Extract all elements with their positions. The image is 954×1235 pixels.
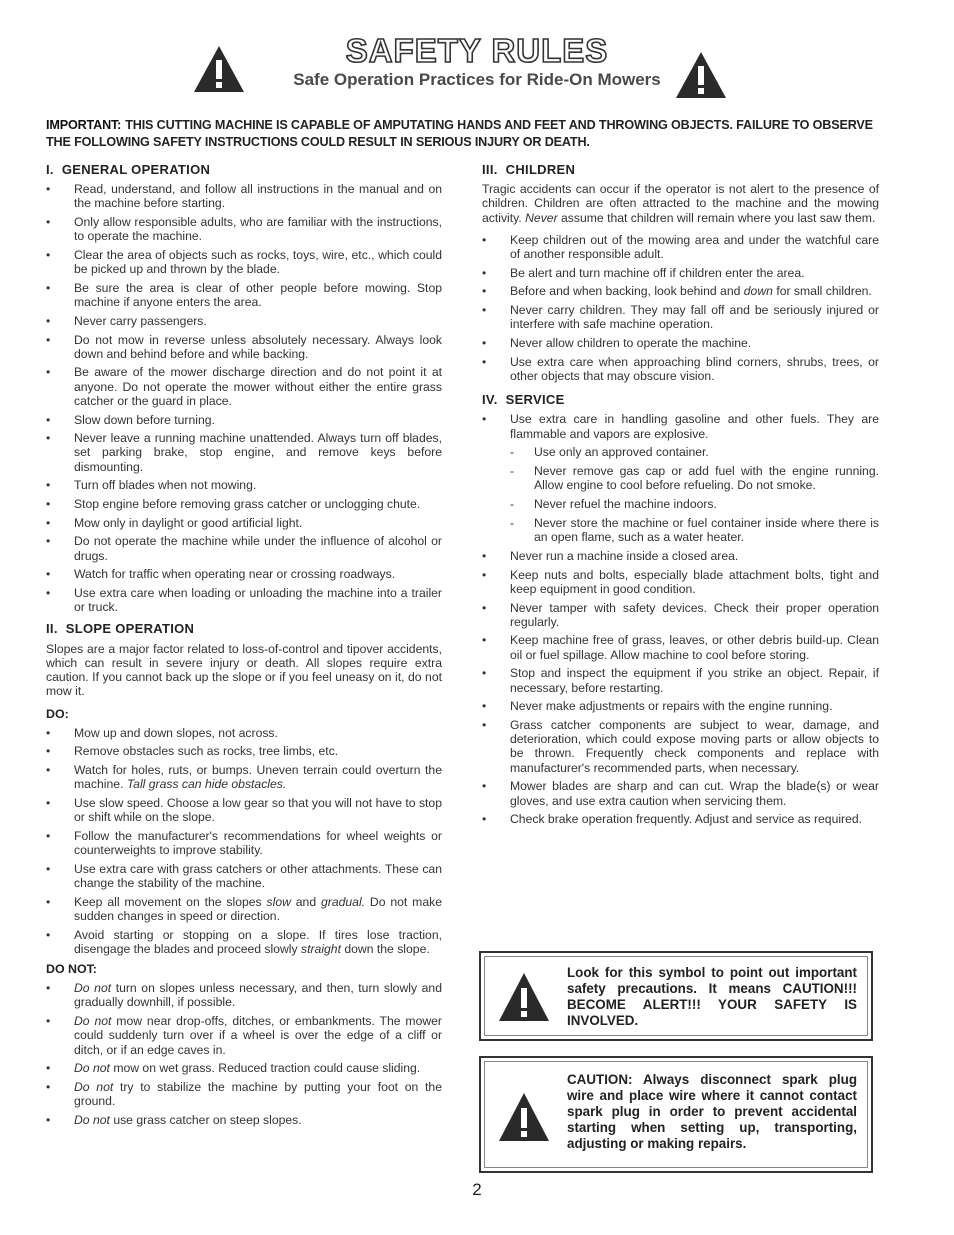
left-column [46, 163, 442, 1132]
list-item: - Never remove gas cap or add fuel with the engine running. Allow engine to cool before refueling. Do not smoke. [482, 464, 879, 492]
do-heading: DO: [46, 706, 69, 721]
list-item: - Never refuel the machine indoors. [482, 497, 879, 511]
list-item: • Be aware of the mower discharge direction and do not point it at anyone. Do not operate the mower without either the entire grass catcher or the guard in place. [46, 365, 442, 408]
list-item: • Do not mow on wet grass. Reduced traction could cause sliding. [46, 1061, 442, 1075]
list-item: • Clear the area of objects such as rocks, toys, wire, etc., which could be picked up and thrown by the blade. [46, 248, 442, 276]
list-item: • Keep machine free of grass, leaves, or other debris build-up. Clean oil or fuel spillage. Allow machine to cool before storing. [482, 633, 879, 661]
do-not-heading: DO NOT: [46, 962, 97, 977]
list-item: • Only allow responsible adults, who are familiar with the instructions, to operate the machine. [46, 215, 442, 243]
general-rules-list [46, 182, 442, 614]
service-rules-list-continued [482, 549, 879, 826]
list-item: • Never carry passengers. [46, 314, 442, 328]
list-item: • Use extra care when loading or unloading the machine into a trailer or truck. [46, 586, 442, 614]
warning-triangle-icon [674, 50, 728, 100]
list-item: • Never allow children to operate the machine. [482, 336, 879, 350]
list-item: • Never carry children. They may fall off and be seriously injured or interfere with safe machine operation. [482, 303, 879, 331]
list-item: • Keep children out of the mowing area and under the watchful care of another responsible adult. [482, 233, 879, 261]
page-number: 2 [472, 1180, 482, 1199]
list-item: • Be sure the area is clear of other people before mowing. Stop machine if anyone enters the area. [46, 281, 442, 309]
slope-do-not-list [46, 981, 442, 1127]
list-item: • Do not use grass catcher on steep slopes. [46, 1113, 442, 1127]
list-item: • Check brake operation frequently. Adjust and service as required. [482, 812, 879, 826]
important-text: THIS CUTTING MACHINE IS CAPABLE OF AMPUTATING HANDS AND FEET AND THROWING OBJECTS. FAILURE TO OBSERVE THE FOLLOWING SAFETY INSTRUCTIONS COULD RESULT IN SERIOUS INJURY OR DEATH. [46, 118, 873, 149]
section-general-heading: I. GENERAL OPERATION [46, 162, 211, 177]
list-item: • Follow the manufacturer's recommendations for wheel weights or counterweights to improve stability. [46, 829, 442, 857]
list-item: • Do not try to stabilize the machine by putting your foot on the ground. [46, 1080, 442, 1108]
fuel-sub-list [482, 445, 879, 544]
list-item: • Mow up and down slopes, not across. [46, 726, 442, 740]
important-label: IMPORTANT: [46, 118, 122, 132]
list-item: • Do not operate the machine while under the influence of alcohol or drugs. [46, 534, 442, 562]
list-item: • Before and when backing, look behind and down for small children. [482, 284, 879, 298]
list-item: • Read, understand, and follow all instructions in the manual and on the machine before starting. [46, 182, 442, 210]
list-item: • Do not turn on slopes unless necessary, and then, turn slowly and gradually downhill, if possible. [46, 981, 442, 1009]
list-item: • Never make adjustments or repairs with the engine running. [482, 699, 879, 713]
list-item: • Never tamper with safety devices. Check their proper operation regularly. [482, 601, 879, 629]
important-notice [46, 117, 886, 151]
list-item: • Do not mow in reverse unless absolutely necessary. Always look down and behind before and while backing. [46, 333, 442, 361]
list-item: • Never leave a running machine unattended. Always turn off blades, set parking brake, stop engine, and remove keys before dismounting. [46, 431, 442, 474]
list-item: • Remove obstacles such as rocks, tree limbs, etc. [46, 744, 442, 758]
list-item: • Use extra care in handling gasoline and other fuels. They are flammable and vapors are explosive. [482, 412, 879, 440]
slope-intro: Slopes are a major factor related to loss-of-control and tipover accidents, which can result in severe injury or death. All slopes require extra caution. If you cannot back up the slope or if you feel uneasy on it, do not mow it. [46, 641, 442, 699]
service-rules-list [482, 412, 879, 440]
list-item: • Watch for traffic when operating near or crossing roadways. [46, 567, 442, 581]
warning-triangle-icon [497, 971, 551, 1023]
list-item: • Use extra care with grass catchers or other attachments. These can change the stability of the machine. [46, 862, 442, 890]
list-item: • Stop and inspect the equipment if you strike an object. Repair, if necessary, before restarting. [482, 666, 879, 694]
list-item: - Use only an approved container. [482, 445, 879, 459]
children-rules-list [482, 233, 879, 383]
list-item: - Never store the machine or fuel container inside where there is an open flame, such as a water heater. [482, 516, 879, 544]
list-item: • Do not mow near drop-offs, ditches, or embankments. The mower could suddenly turn over if a wheel is over the edge of a cliff or ditch, or if an edge caves in. [46, 1014, 442, 1057]
section-service-heading: IV. SERVICE [482, 392, 565, 408]
list-item: • Stop engine before removing grass catcher or unclogging chute. [46, 497, 442, 511]
list-item: • Grass catcher components are subject to wear, damage, and deterioration, which could expose moving parts or allow objects to be thrown. Frequently check components and replace with manufacturer's recommended parts, when necessary. [482, 718, 879, 775]
safety-symbol-text: Look for this symbol to point out important safety precautions. It means CAUTION!!! BECOME ALERT!!! YOUR SAFETY IS INVOLVED. [567, 965, 857, 1028]
page-subtitle: Safe Operation Practices for Ride-On Mowers [293, 70, 661, 89]
list-item: • Be alert and turn machine off if children enter the area. [482, 266, 879, 280]
spark-plug-caution-callout [479, 1056, 873, 1173]
warning-triangle-icon [497, 1091, 551, 1143]
list-item: • Use extra care when approaching blind corners, shrubs, trees, or other objects that may obscure vision. [482, 355, 879, 383]
spark-plug-caution-text: CAUTION: Always disconnect spark plug wire and place wire where it cannot contact spark plug in order to prevent accidental starting when setting up, transporting, adjusting or making repairs. [567, 1072, 857, 1151]
section-slope-heading: II. SLOPE OPERATION [46, 621, 195, 637]
list-item: • Keep all movement on the slopes slow and gradual. Do not make sudden changes in speed or direction. [46, 895, 442, 923]
list-item: • Turn off blades when not mowing. [46, 478, 442, 492]
list-item: • Avoid starting or stopping on a slope. If tires lose traction, disengage the blades and proceed slowly straight down the slope. [46, 928, 442, 956]
children-intro: Tragic accidents can occur if the operator is not alert to the presence of children. Children are often attracted to the machine and the mowing activity. Never assume that children will remain where you last saw them. [482, 182, 879, 225]
section-children-heading: III. CHILDREN [482, 162, 576, 177]
slope-do-list [46, 726, 442, 956]
safety-symbol-callout [479, 951, 873, 1041]
list-item: • Mower blades are sharp and can cut. Wrap the blade(s) or wear gloves, and use extra caution when servicing them. [482, 779, 879, 807]
list-item: • Mow only in daylight or good artificial light. [46, 516, 442, 530]
list-item: • Slow down before turning. [46, 413, 442, 427]
right-column [482, 163, 879, 831]
list-item: • Watch for holes, ruts, or bumps. Uneven terrain could overturn the machine. Tall grass can hide obstacles. [46, 763, 442, 791]
list-item: • Use slow speed. Choose a low gear so that you will not have to stop or shift while on the slope. [46, 796, 442, 824]
header [0, 32, 954, 110]
list-item: • Keep nuts and bolts, especially blade attachment bolts, tight and keep equipment in good condition. [482, 568, 879, 596]
list-item: • Never run a machine inside a closed area. [482, 549, 879, 563]
page-title: SAFETY RULES [345, 32, 609, 69]
